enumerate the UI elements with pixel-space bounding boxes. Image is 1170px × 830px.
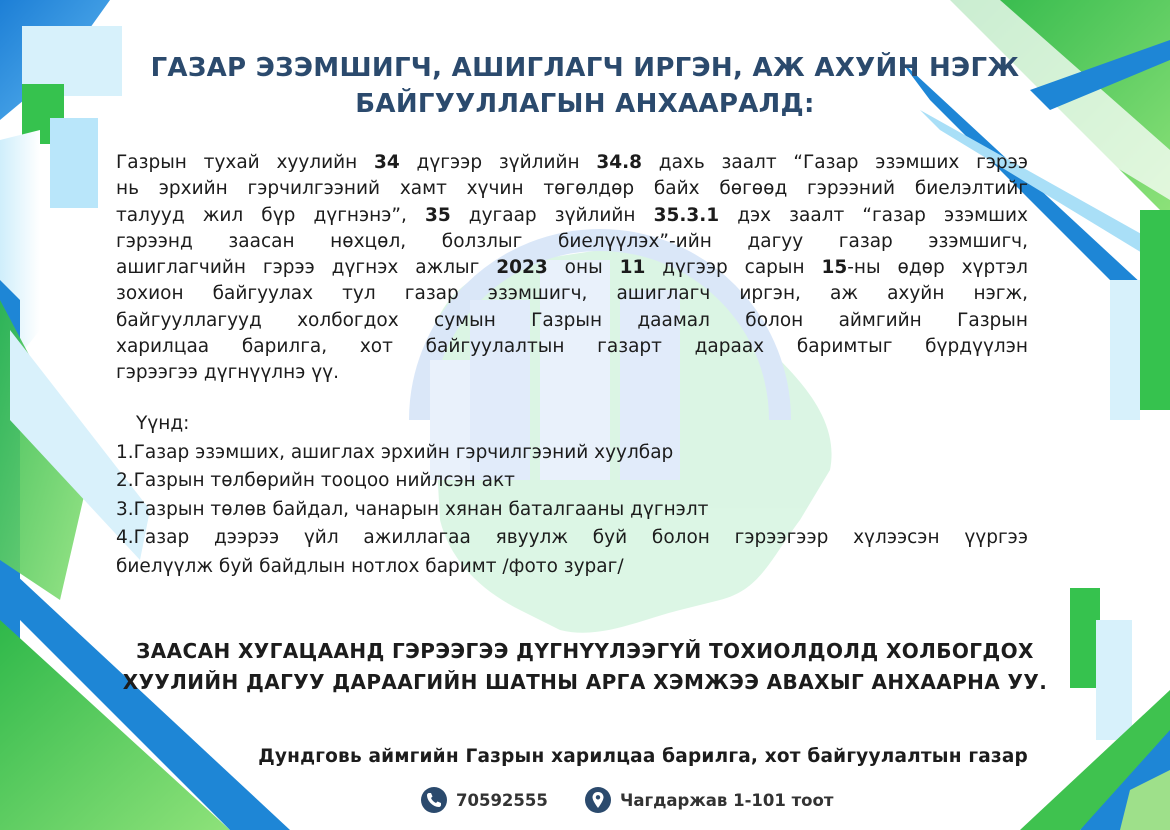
address-text: Чагдаржав 1-101 тоот: [620, 790, 834, 810]
warning-notice: [100, 636, 1070, 698]
body-line: гэрээгээ дүгнүүлнэ үү.: [116, 362, 340, 384]
list-item-continuation: биелүүлж буй байдлын нотлох баримт /фото зураг/: [116, 555, 624, 577]
list-item: 3.Газрын төлөв байдал, чанарын хянан баталгааны дүгнэлт: [116, 498, 709, 520]
body-line: гэрээнд заасан нөхцөл, болзлыг биелүүлэх”-ийн дагуу газар эзэмшигч,: [116, 230, 1028, 252]
body-line: байгууллагууд холбогдох сумын Газрын даамал болон аймгийн Газрын: [116, 309, 1028, 331]
list-item: 4.Газар дээрээ үйл ажиллагаа явуулж буй болон гэрээгээр хүлээсэн үүргээ: [116, 527, 1028, 548]
requirements-list: [116, 410, 1028, 581]
bg-shape-bottom-right-green-bar: [1070, 588, 1100, 688]
phone-number: 70592555: [456, 790, 548, 810]
body-line: зохион байгуулах тул газар эзэмшигч, ашиглагч иргэн, аж ахуйн нэгж,: [116, 283, 1028, 305]
bg-shape-bottom-right-light-bar: [1096, 620, 1132, 740]
title-line-2: БАЙГУУЛЛАГЫН АНХААРАЛД:: [355, 89, 815, 119]
body-paragraph: [116, 150, 1028, 387]
phone-contact: [420, 784, 548, 816]
location-pin-icon: [584, 786, 612, 814]
warning-line-2: ХУУЛИЙН ДАГУУ ДАРААГИЙН ШАТНЫ АРГА ХЭМЖЭЭ АВАХЫГ АНХААРНА УУ.: [122, 670, 1048, 694]
body-line: нь эрхийн гэрчилгээний хамт хүчин төгөлдөр байх бөгөөд гэрээний биелэлтийг: [116, 178, 1028, 200]
bg-shape-right-light-bar: [1110, 280, 1140, 420]
list-item: 2.Газрын төлбөрийн тооцоо нийлсэн акт: [116, 470, 515, 491]
bg-shape-right-green-bar: [1140, 210, 1170, 410]
list-item: 1.Газар эзэмших, ашиглах эрхийн гэрчилгээний хуулбар: [116, 441, 674, 463]
organization-name: Дундговь аймгийн Газрын харилцаа барилга, хот байгуулалтын газар: [258, 746, 1028, 767]
body-line: Газрын тухай хуулийн 34 дүгээр зүйлийн 34.8 дахь заалт “Газар эзэмших гэрээ: [116, 152, 1028, 173]
body-line: ашиглагчийн гэрээ дүгнэх ажлыг 2023 оны 11 дүгээр сарын 15-ны өдөр хүртэл: [116, 257, 1028, 279]
warning-line-1: ЗААСАН ХУГАЦААНД ГЭРЭЭГЭЭ ДҮГНҮҮЛЭЭГҮЙ ТОХИОЛДОЛД ХОЛБОГДОХ: [136, 639, 1034, 663]
body-line: харилцаа барилга, хот байгуулалтын газарт дараах баримтыг бүрдүүлэн: [116, 336, 1028, 358]
bg-shape-top-left-lightblue-bar: [50, 118, 98, 208]
address-contact: [584, 784, 833, 816]
title-line-1: ГАЗАР ЭЗЭМШИГЧ, АШИГЛАГЧ ИРГЭН, АЖ АХУЙН НЭГЖ: [150, 53, 1020, 83]
phone-icon: [420, 786, 448, 814]
page-title: [150, 50, 1020, 122]
body-line: талууд жил бүр дүгнэнэ”, 35 дугаар зүйлийн 35.3.1 дэх заалт “газар эзэмших: [116, 204, 1028, 226]
list-intro: Үүнд:: [136, 413, 190, 434]
